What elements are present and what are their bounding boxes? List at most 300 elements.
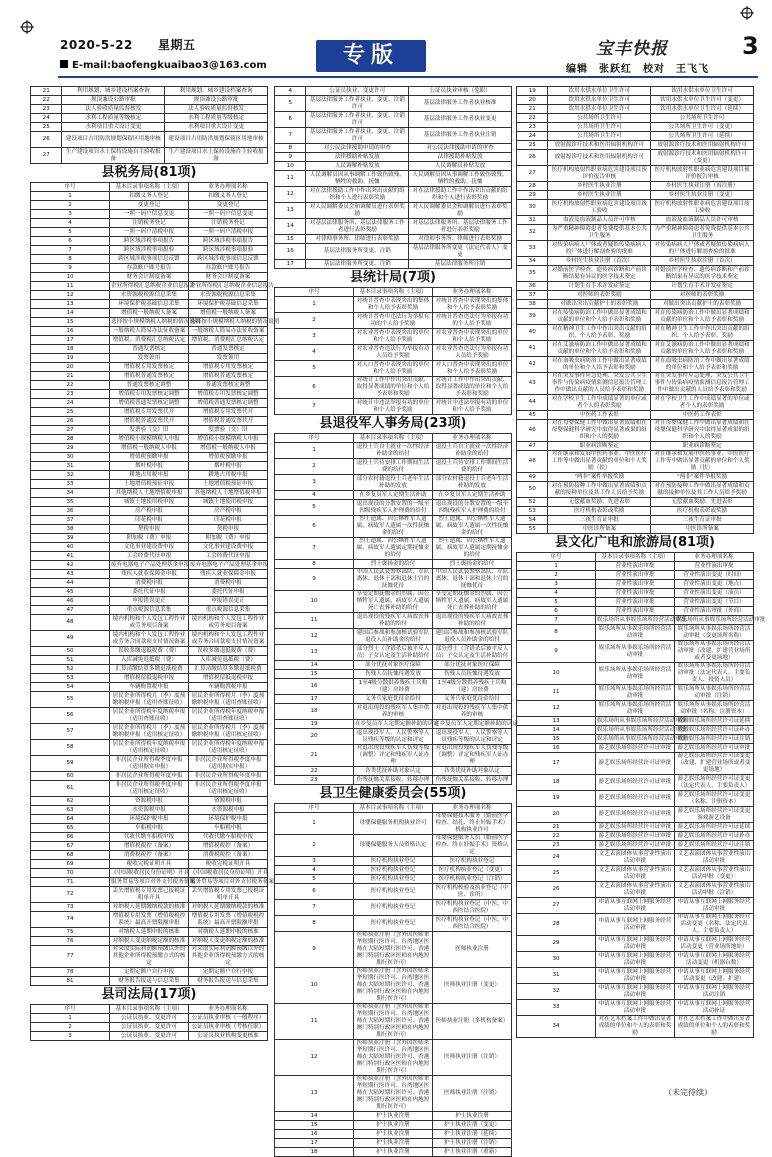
table-cell: 对在母婴保健工作中做出显著成绩和在母婴保健科学研究中取得显著成果的组织和个人的奖励 — [651, 420, 754, 442]
table-cell: 汇算清缴结算多缴退抵税费 — [189, 665, 268, 674]
table-cell: 29 — [31, 444, 110, 453]
table-cell: 文艺表演团体从事营业性演出活动审批 — [596, 866, 675, 882]
table-cell: 24 — [31, 399, 110, 408]
table-cell: 9 — [517, 641, 596, 663]
table-cell: 其他纳税人土地增值税申报 — [189, 489, 268, 498]
table-row — [517, 411, 754, 420]
table-cell: 对婚前医学检查、遗传病诊断和产前诊断结果有异议的医学技术鉴定 — [548, 266, 651, 282]
table-cell: 在乡复员军人定期定额补助的认定 — [355, 720, 439, 727]
table-cell: 24 — [517, 132, 548, 141]
table-row — [275, 491, 512, 500]
table-row — [517, 507, 754, 516]
table-cell: 居民企业所得税年度纳税申报（适用核定征收） — [189, 740, 268, 756]
table-cell: 1至4级分散供养残疾士兵购（建）房经费 — [433, 679, 512, 695]
table-cell: 三孩生育证审批 — [651, 516, 754, 525]
table-cell: 公共场所卫生许可（变更） — [651, 123, 754, 132]
table-cell: 中国人民武装警察部队、军队离休、退休干部和退休士官的抚恤优待 — [354, 569, 433, 591]
table-cell: 对做出突出贡献护士的表彰奖励 — [548, 300, 651, 309]
section-title: 县税务局(81项) — [101, 165, 197, 180]
table-cell: 6 — [275, 516, 354, 538]
table-row — [275, 813, 512, 835]
table-cell: 对在母婴保健工作中做出显著成绩和在母婴保健科学研究中取得显著成果的组织和个人的奖励 — [548, 420, 651, 442]
table-row — [275, 1121, 512, 1130]
table-cell: 医疗机构执业登记（中医、中西医结合医院） — [433, 900, 512, 916]
table-cell: 54 — [517, 516, 548, 525]
table-cell: 印花税申报 — [189, 516, 268, 525]
table-row — [517, 191, 754, 200]
table-row — [517, 580, 754, 589]
table-cell: 居民企业所得税月（季）度预缴纳税申报（适用核定征收） — [189, 724, 268, 740]
table-cell: 申请从事互联网上网服务经营活动审批 — [596, 936, 675, 952]
table-cell: 对人口普查中表现突出的单位和个人给予表彰奖励 — [433, 361, 512, 377]
table-cell: 21 — [517, 823, 596, 832]
table-cell: 对基层法律服务所、基层法律服务工作者进行表彰奖励 — [409, 219, 512, 235]
table-row — [275, 720, 512, 729]
table-cell: 公共场所卫生许可（延续） — [651, 132, 754, 141]
table-row — [517, 744, 754, 753]
table-cell: 跨区域涉税事项信息反馈 — [189, 255, 268, 264]
table-row — [275, 162, 512, 171]
table-cell: 52 — [517, 498, 548, 507]
table-row — [275, 745, 512, 767]
table-row — [517, 150, 754, 166]
table-cell: 9 — [275, 153, 306, 162]
table-row — [275, 1004, 512, 1040]
table-cell: 对纳税人延期缴纳税款的核准 — [110, 903, 189, 912]
table-cell: 增值税税控（备案） — [189, 842, 268, 851]
table-cell: 一照一码户清税申报 — [110, 228, 189, 237]
table-row — [31, 1023, 268, 1032]
table-cell: 增值税专用发票代开 — [110, 408, 189, 417]
table-row — [31, 570, 268, 579]
table-cell: 3 — [31, 210, 110, 219]
table-row — [31, 105, 268, 114]
table-cell: 建国后参战和参加核试验军队退役人员补助金的给付 — [354, 629, 433, 645]
header-rule — [58, 76, 758, 78]
table-row — [31, 291, 268, 300]
table-cell: 居民企业所得税年度纳税申报（适用查账征收） — [189, 708, 268, 724]
table — [274, 803, 512, 1157]
table-cell: 24 — [31, 114, 62, 123]
table-cell: 14 — [275, 219, 306, 235]
table-cell: 增值税专用发票核定调整 — [110, 390, 189, 399]
table-cell: 娱乐场所从事娱乐场所经营活动审批 — [596, 701, 675, 717]
table-cell: 58 — [31, 740, 110, 756]
table-row — [517, 807, 754, 823]
table-cell: 申请从事互联网上网服务经营活动审批 — [596, 914, 675, 936]
table-cell: 享受定期抚恤金的烈属、因公牺牲军人遗属、病故军人遗属死亡丧葬补助的给付 — [433, 591, 512, 613]
table-row — [517, 216, 754, 225]
table-cell: 退役士兵自主就业一次性经济补助金的给付 — [354, 443, 433, 459]
table-cell: 附加税（费）申报 — [110, 534, 189, 543]
table-row — [31, 534, 268, 543]
table-cell: 游艺娱乐场所经营许可证变更游戏游艺设备 — [675, 807, 754, 823]
table-row — [31, 912, 268, 928]
table-row — [275, 645, 512, 661]
table-cell: 游艺娱乐场所经营许可证审批 — [596, 823, 675, 832]
section-title: 县卫生健康委员会(55项) — [319, 786, 467, 801]
table-cell: 5 — [517, 598, 596, 607]
table-row — [31, 390, 268, 399]
table-cell: 游艺娱乐场所经营许可证变更（改建、扩建营业场所或者变更场地） — [675, 753, 754, 775]
column-1 — [30, 86, 280, 1041]
table-cell: 境内机构和个人发包工程作业或劳务合同款项支付情况备案 — [110, 631, 189, 647]
table-row — [275, 538, 512, 560]
table-cell: 42 — [31, 561, 110, 570]
table-header-cell: 序号 — [31, 1005, 110, 1014]
table-cell: 娱乐场所从事娱乐场所经营活动审批 — [597, 735, 687, 742]
table-row — [517, 607, 754, 616]
table-cell: 境内机构和个人发包工程作业或劳务合同款项支付情况备案 — [189, 631, 268, 647]
table-row — [31, 869, 268, 878]
table-cell: 4 — [275, 87, 306, 96]
table-cell: 公证员执业、变更许可 — [110, 1014, 189, 1023]
table-cell: 选择按小规模纳税人纳税的情况说明 — [190, 318, 280, 325]
table-row — [517, 420, 754, 442]
table-cell: 申请从事互联网上网服务经营活动审批 — [596, 1000, 675, 1016]
table-row — [517, 482, 754, 498]
table-cell: 13 — [275, 203, 306, 219]
table-cell: 申报错误更正 — [189, 597, 268, 606]
table-cell: 18 — [275, 704, 354, 720]
table-cell: 医疗机构执业登记 — [354, 857, 433, 866]
table-cell: 护士执业注册（延续） — [433, 1130, 512, 1139]
table-cell: 营业性演出变更（节目） — [675, 598, 754, 607]
table-cell: 利用规划、城乡建设档案查询 — [62, 87, 165, 96]
table-cell: 计划生育手术并发症鉴定 — [651, 282, 754, 291]
table-cell: 职业病诊断鉴定 — [548, 442, 651, 451]
table-cell: 19 — [517, 87, 548, 96]
page-header — [0, 0, 772, 80]
table — [516, 552, 766, 1038]
table-cell: 4 — [275, 345, 354, 361]
table-row — [517, 898, 754, 914]
table-cell: 52 — [31, 665, 110, 674]
table-row — [517, 225, 754, 241]
table-cell: 游艺娱乐场所经营许可证补办 — [675, 832, 754, 841]
table-cell: 10 — [31, 273, 110, 282]
table-cell: 31 — [31, 462, 110, 471]
table-cell: 申请从事互联网上网服务经营活动审批 — [596, 952, 675, 968]
table-cell: 15 — [31, 318, 110, 327]
table-cell: 5 — [275, 96, 306, 112]
table-cell: 营业性演出审批（外商） — [675, 607, 754, 616]
table-cell: 17 — [31, 336, 110, 345]
table-cell: 税收完税证明开具 — [110, 860, 189, 869]
table-cell: 退出现役的残疾军人病故丧葬补助的给付 — [354, 613, 433, 629]
table-cell: 环境保护税基础信息采集 — [189, 300, 268, 309]
table-cell: 医师执业注册（含外国医师来华短期行医许可、台湾地区医师在大陆短期行医许可、香港澳门特别行政区医师在内地短期行医许可） — [354, 932, 433, 968]
table-cell: 文艺表演团体从事营业性演出活动审批 — [596, 882, 675, 898]
table-cell: 部分烈士（含错杀后被平反人员）子女认定及生活补助给付 — [354, 645, 433, 661]
table-cell: 39 — [31, 534, 110, 543]
table-cell: 耕地占用税申报 — [110, 471, 189, 480]
table-cell: 居民企业所得税年度纳税申报（适用核定征收） — [110, 740, 189, 756]
table-cell: 43 — [517, 373, 548, 395]
table-row — [517, 984, 754, 1000]
table-cell: 娱乐场所从事娱乐场所经营活动审批 — [597, 717, 687, 724]
table-row — [517, 395, 754, 411]
table-cell: 71 — [31, 878, 110, 887]
table-cell: 营业性演出变更（地点） — [675, 580, 754, 589]
table-cell: 一照一码户信息变更 — [110, 210, 189, 219]
table-cell: 医疗机构校验及执业登记（中医、诊所） — [433, 884, 512, 900]
table-cell: 人民调解员补贴发放 — [409, 162, 512, 171]
table-row — [517, 625, 754, 641]
table-cell: 税收完税证明开具 — [189, 860, 268, 869]
table-cell: 退出现役军人、人民警察等人员残疾等级的认定和评定 — [354, 729, 433, 745]
table-row — [31, 399, 268, 408]
table-cell: 64 — [31, 815, 110, 824]
table-row — [517, 968, 754, 984]
table-cell: 建设项目占用防洪规划保留区用地审核 — [62, 132, 165, 148]
table-row — [517, 735, 754, 744]
table-cell: 非居民企业所得税年度申报 — [110, 772, 189, 781]
table-row — [517, 562, 754, 571]
table-cell: 非居民企业所得税季度申报（适用核定征收） — [189, 781, 268, 797]
table-cell: 55 — [517, 525, 548, 534]
table-row — [517, 105, 754, 114]
table-cell: 对基层法律服务所、基层法律服务工作者进行表彰奖励 — [306, 219, 409, 235]
table-row — [517, 952, 754, 968]
table-cell: 增值税、消费税汇总纳税认定 — [110, 336, 189, 345]
table-cell: 27 — [31, 148, 62, 164]
table-cell: 护士执业注册（注销） — [433, 1139, 512, 1148]
table-cell: 对公民法律援助申请的审查 — [409, 144, 512, 153]
table-cell: 增值税一般纳税人申报 — [110, 444, 189, 453]
table-cell: 增值税留抵退税申报 — [189, 674, 268, 683]
table-cell: 22 — [31, 381, 110, 390]
table-cell: 36 — [31, 507, 110, 516]
table-row — [275, 187, 512, 203]
table-cell: 27 — [517, 166, 548, 182]
table-row — [517, 598, 754, 607]
table-cell: 7 — [275, 538, 354, 560]
table-cell: 6 — [275, 112, 306, 128]
table-cell: 部分烈士（含错杀后被平反人员）子女认定及生活补助给付 — [433, 645, 512, 661]
table-header-cell: 序号 — [517, 553, 596, 562]
table-header-cell: 序号 — [275, 288, 354, 297]
table-cell: 契税申报 — [189, 525, 268, 534]
table-cell: 61 — [31, 781, 110, 797]
table-cell: 20 — [31, 363, 110, 372]
table-cell: 25 — [31, 408, 110, 417]
table-cell: 申请从事互联网上网服务经营活动审批 — [596, 898, 675, 914]
table-cell: 饮用水供水单位卫生许可 — [548, 96, 651, 105]
table-cell: 乡村医生执业注册（首次） — [548, 257, 651, 266]
table-row — [31, 665, 268, 674]
table-cell: 申请从事互联网上网服务经营活动补证 — [675, 1000, 754, 1016]
table-cell: 3 — [31, 1032, 110, 1041]
table-cell: 烈士遗属、因公牺牲军人遗属、病故军人遗属一次性抚恤金的给付 — [354, 516, 433, 538]
table-cell: 22 — [517, 832, 596, 841]
table-cell: 营业性演出审批 — [596, 580, 675, 589]
table-cell: 30 — [517, 200, 548, 216]
table-cell: 游艺娱乐场所经营许可证审批 — [596, 832, 675, 841]
table-cell: 娱乐场所从事娱乐场所经营活动审批 — [596, 641, 675, 663]
table-cell: 3 — [517, 580, 596, 589]
table-cell: 增值税税控（备案） — [110, 842, 189, 851]
table-row — [31, 516, 268, 525]
table-row — [517, 525, 754, 534]
table-cell: 医疗机构执业登记 — [354, 900, 433, 916]
table-cell: 63 — [31, 806, 110, 815]
table-cell: 4 — [275, 866, 354, 875]
table-cell: 对统计中违法举报有功的单位和个人给予奖励 — [354, 399, 433, 415]
table-cell: 中国人民武装警察部队、军队离休、退休干部和退休士官的抚恤优待 — [433, 569, 512, 591]
table-cell: 增值税专用发票（增值税税控系统）最高开票限额审批 — [189, 912, 268, 928]
table-cell: 普通发票核定调整 — [110, 381, 189, 390]
table-row — [31, 615, 268, 631]
table-cell: 增值税小规模纳税人申报 — [110, 435, 189, 444]
table-cell: 护士执业注册（变更） — [433, 1121, 512, 1130]
table-row — [275, 313, 512, 329]
table-cell: 45 — [517, 411, 548, 420]
table-cell: 增值税专用发票代开 — [189, 408, 268, 417]
table-header-row — [517, 553, 754, 562]
table-cell: 13 — [31, 300, 110, 309]
table-cell: 非居民企业所得税季度申报（适用核定征收） — [110, 781, 189, 797]
table-row — [31, 724, 268, 740]
table-cell: 娱乐场所从事娱乐场所经营活动审批 — [676, 616, 766, 623]
table-cell: 各类优抚补助对象认定 — [354, 767, 433, 776]
table-row — [275, 329, 512, 345]
table-cell: 74 — [31, 912, 110, 928]
table-cell: 工会经费代征申报 — [189, 552, 268, 561]
table-header-row — [275, 434, 512, 443]
table-row — [517, 775, 754, 791]
table-cell: 2 — [275, 835, 354, 857]
table-row — [31, 525, 268, 534]
table-cell: 一般纳税人简易办法征收备案 — [110, 327, 189, 336]
table-cell: 入库减免退抵税（费） — [110, 656, 189, 665]
page-number: 3 — [742, 32, 759, 60]
table-row — [275, 377, 512, 399]
table-cell: 城镇土地使用税申报 — [110, 498, 189, 507]
table-cell: 水利工程质量等级核定 — [62, 114, 165, 123]
table-cell: 车辆购置税申报 — [189, 683, 268, 692]
table-row — [275, 399, 512, 415]
table-cell: 入库减免退抵税（费） — [189, 656, 268, 665]
square-bullet-icon — [60, 60, 68, 68]
table-row — [275, 459, 512, 475]
table-cell: 12 — [275, 1040, 354, 1076]
table-cell: 车辆购置税申报 — [110, 683, 189, 692]
table-cell: 53 — [31, 674, 110, 683]
table-row — [31, 756, 268, 772]
table-row — [517, 663, 754, 685]
table-row — [275, 1139, 512, 1148]
table-cell: 30 — [31, 453, 110, 462]
table-cell: 伤残抚恤关系接收、转移办理 — [354, 776, 433, 785]
table-cell: 娱乐场所从事娱乐场所经营活动审批（名称、注册资本） — [675, 701, 754, 717]
table-cell: 普通发票核定 — [110, 345, 189, 354]
table-cell: 37 — [31, 516, 110, 525]
table-row — [31, 255, 268, 264]
table-cell: 3 — [275, 475, 354, 491]
table-cell: 居民企业所得税年度纳税申报（适用查账征收） — [110, 708, 189, 724]
email-line: E-mail:baofengkuaibao3@163.com — [60, 60, 267, 71]
table-cell: 娱乐场所从事娱乐场所经营活动审批（法定代表人、主要负责人、投资人员） — [675, 663, 754, 685]
table-cell: 医疗机构表彰或奖励 — [651, 507, 754, 516]
table-cell: 12 — [517, 701, 596, 717]
table-row — [517, 571, 754, 580]
table-row — [517, 442, 754, 451]
table-cell: 47 — [517, 442, 548, 451]
table-cell: 66 — [31, 833, 110, 842]
table-cell: 一照一码户信息变更 — [189, 210, 268, 219]
table-cell: 烈士遗属、因公牺牲军人遗属、病故军人遗属一次性抚恤金的给付 — [433, 516, 512, 538]
table-cell: 13 — [517, 717, 596, 726]
table-cell: 误收多缴退抵税费（费） — [110, 647, 189, 656]
table-cell: 环境保护税基础信息采集 — [110, 300, 189, 309]
table-row — [275, 569, 512, 591]
table-cell: 游艺娱乐场所经营许可证审批 — [596, 807, 675, 823]
table-row — [31, 937, 268, 946]
table-cell: 38 — [31, 525, 110, 534]
table-row — [31, 674, 268, 683]
table-cell: 对纳税人延期缴纳税款的核准 — [189, 903, 268, 912]
table-cell: 34 — [517, 257, 548, 266]
table-cell: 印花税申报 — [110, 516, 189, 525]
table-cell: 消费税申报 — [189, 579, 268, 588]
table-header-cell: 基本目录事项名称（主项） — [354, 434, 433, 443]
table-cell: "两非"案件举报奖励 — [651, 473, 754, 482]
table-cell: 54 — [31, 683, 110, 692]
table-cell: 增值税预缴申报 — [189, 453, 268, 462]
table-cell: 33 — [517, 1000, 596, 1016]
column-3 — [516, 86, 766, 1038]
table-cell: 基层法律服务工作者执业注销 — [409, 128, 512, 144]
table-cell: 77 — [31, 946, 110, 968]
table-row — [517, 282, 754, 291]
table-row — [31, 327, 268, 336]
table-cell: 水资源税税源信息采集 — [189, 291, 268, 300]
table-cell: 16 — [517, 744, 596, 753]
table-row — [31, 656, 268, 665]
table-row — [517, 850, 754, 866]
table-row — [31, 273, 268, 282]
table-row — [517, 141, 754, 150]
table-row — [517, 616, 754, 625]
table-cell: 医师执业注册（含外国医师来华短期行医许可、台湾地区医师在大陆短期行医许可、香港澳门特别行政区医师在内地短期行医许可） — [354, 1076, 433, 1112]
table-cell: 营业性演出审批 — [596, 571, 675, 580]
table-cell: 15 — [275, 235, 306, 244]
table-row — [517, 866, 754, 882]
table-cell: 饮用水供水单位卫生许可 — [651, 87, 754, 96]
table-cell: 增值税专用发票（增值税税控系统）最高开票限额审批 — [110, 912, 189, 928]
table-cell: 7 — [275, 900, 354, 916]
table-cell: 申请从事互联网上网服务经营活动审批 — [596, 984, 675, 1000]
table-cell: 7 — [31, 246, 110, 255]
table-row — [31, 210, 268, 219]
table-row — [517, 96, 754, 105]
table-cell: 对公民法律援助申请的审查 — [306, 144, 409, 153]
table-cell: 2 — [31, 1023, 110, 1032]
table-cell: 23 — [275, 776, 354, 785]
table-cell: 医疗机构执业登记 — [433, 857, 512, 866]
table-cell: 对农业普查中表现突出的单位和个人给予奖励 — [354, 329, 433, 345]
table-row — [31, 806, 268, 815]
table-cell: 对统计普查违法行为举报有功的个人给予奖励 — [433, 313, 512, 329]
table-cell: 对在突发事件应急处理、突发公共卫生事件与传染病疫情监测信息报告管理工作中做出贡献的人员给予表彰和奖励 — [651, 373, 754, 395]
table-row — [31, 462, 268, 471]
table-row — [275, 629, 512, 645]
table-row — [31, 692, 268, 708]
table-cell: 增值税普通发票代开 — [189, 417, 268, 426]
table-header-cell: 业务办理项名称 — [433, 804, 512, 813]
table-row — [31, 824, 268, 833]
